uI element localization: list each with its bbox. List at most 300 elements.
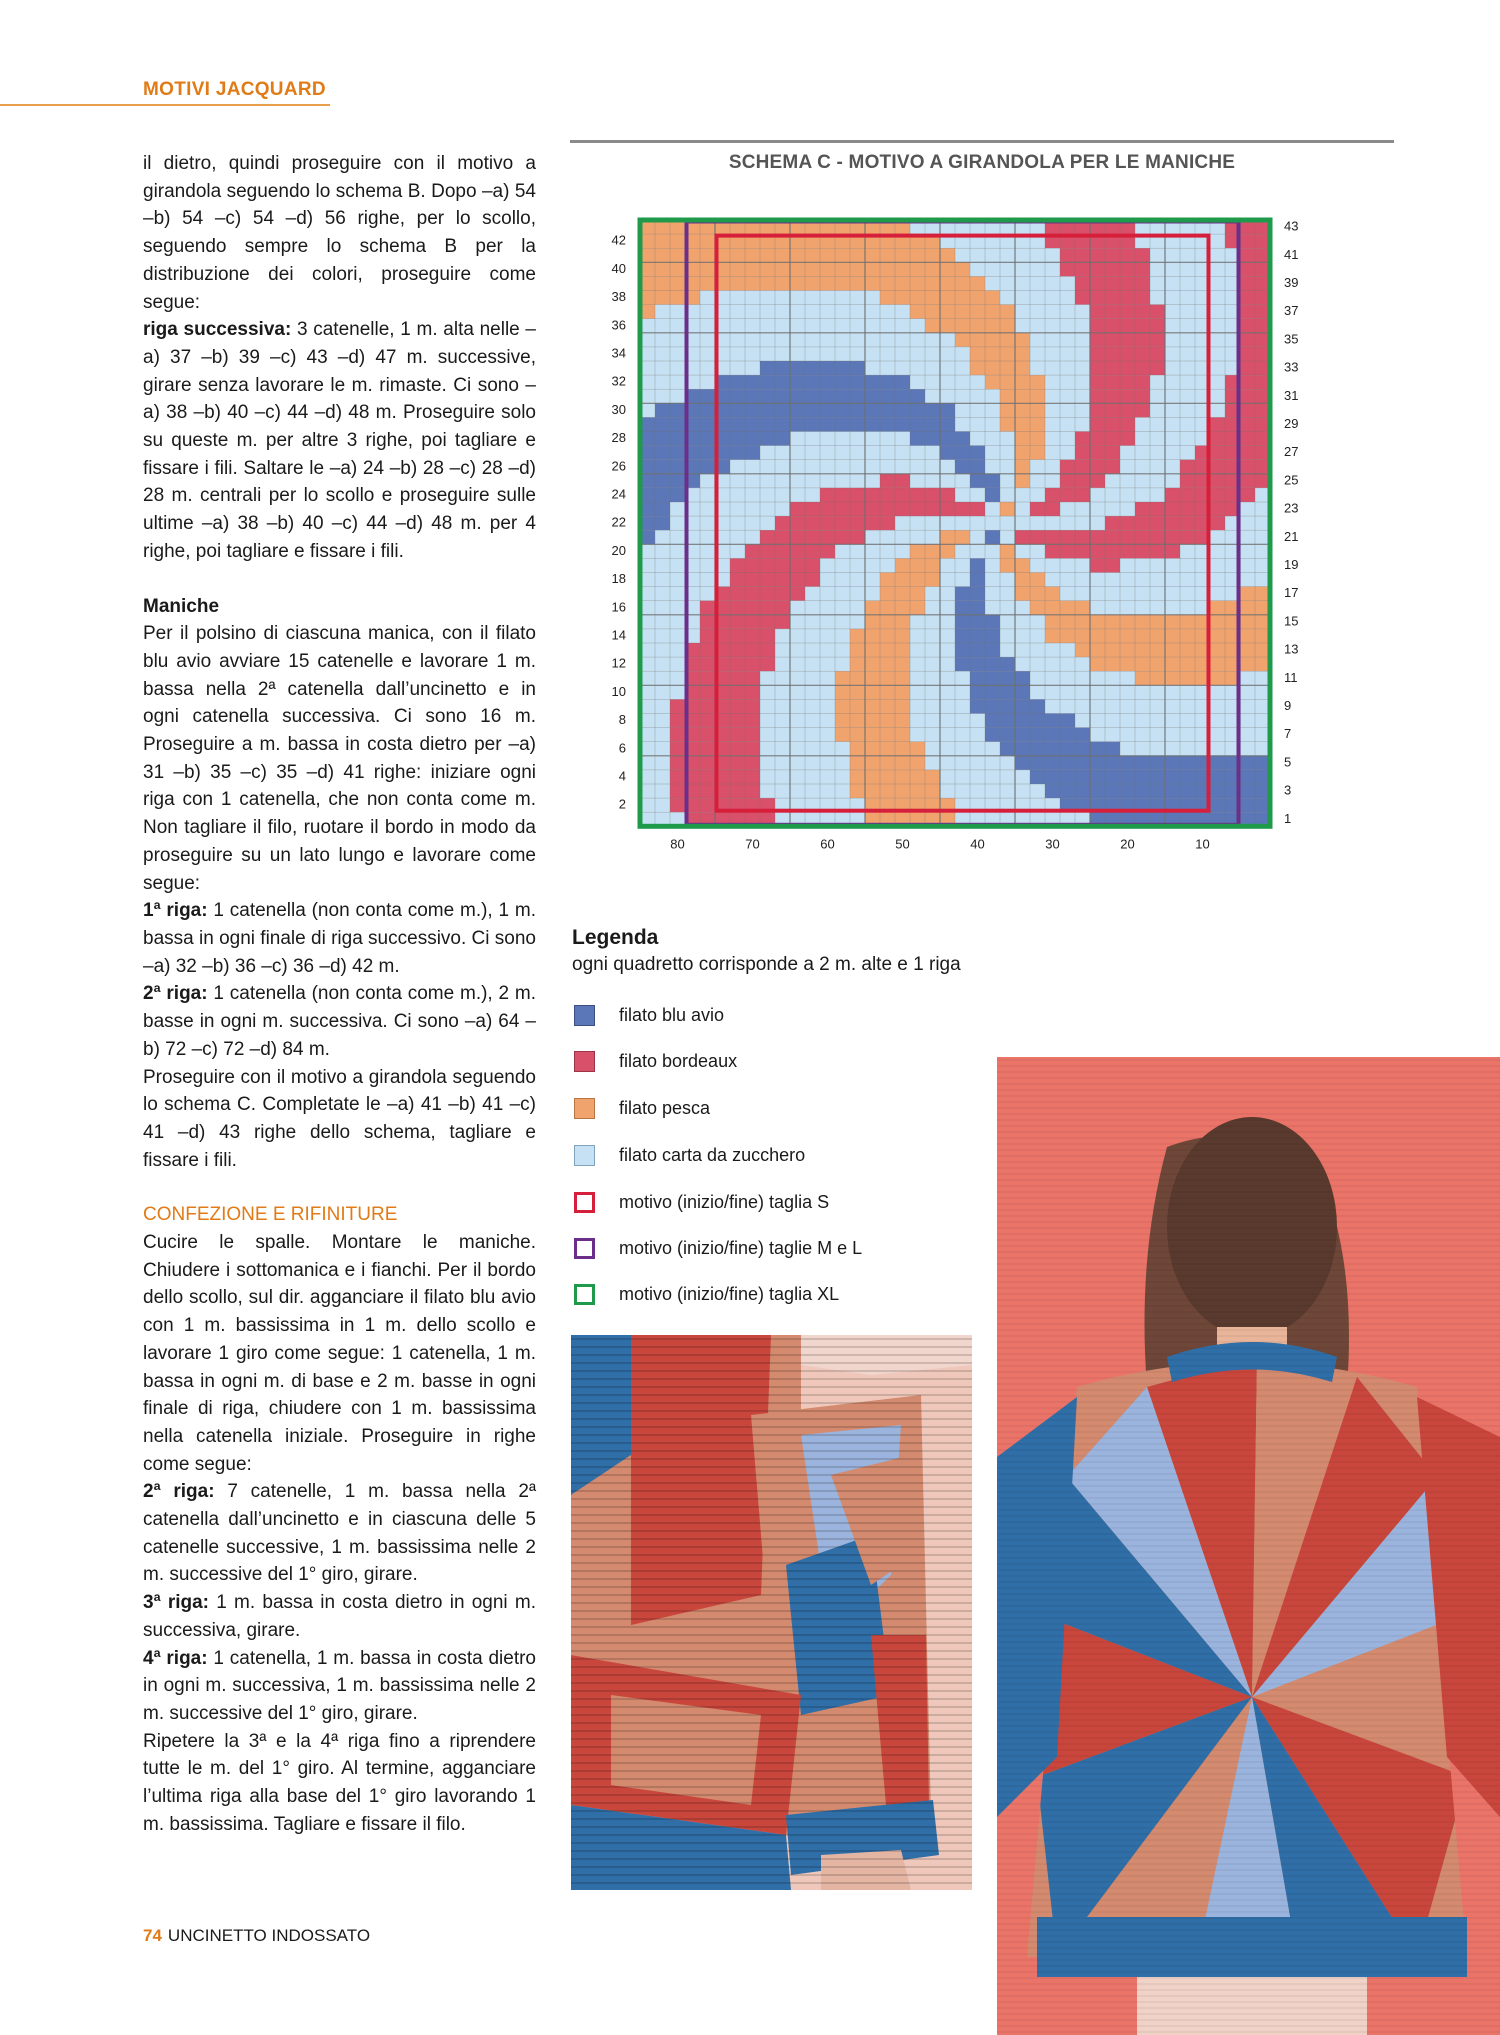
chart-cell <box>925 728 940 742</box>
chart-cell <box>1240 474 1255 488</box>
chart-cell <box>1000 657 1015 671</box>
chart-cell <box>1075 446 1090 460</box>
chart-cell <box>1075 544 1090 558</box>
chart-cell <box>1060 742 1075 756</box>
chart-cell <box>1030 615 1045 629</box>
chart-cell <box>835 742 850 756</box>
chart-cell <box>970 587 985 601</box>
chart-cell <box>820 685 835 699</box>
chart-cell <box>1210 389 1225 403</box>
chart-cell <box>1135 488 1150 502</box>
chart-cell <box>850 671 865 685</box>
chart-cell <box>745 601 760 615</box>
chart-cell <box>820 573 835 587</box>
chart-cell <box>1060 446 1075 460</box>
chart-cell <box>1210 375 1225 389</box>
chart-cell <box>850 544 865 558</box>
chart-cell <box>700 756 715 770</box>
chart-cell <box>1165 544 1180 558</box>
chart-cell <box>1060 262 1075 276</box>
chart-cell <box>1000 502 1015 516</box>
chart-cell <box>970 544 985 558</box>
chart-cell <box>1075 629 1090 643</box>
chart-cell <box>730 474 745 488</box>
chart-cell <box>1015 389 1030 403</box>
chart-cell <box>700 488 715 502</box>
chart-cell <box>805 361 820 375</box>
chart-cell <box>865 361 880 375</box>
chart-cell <box>955 728 970 742</box>
chart-cell <box>670 714 685 728</box>
chart-cell <box>835 291 850 305</box>
chart-cell <box>655 502 670 516</box>
chart-cell <box>1000 530 1015 544</box>
chart-cell <box>895 361 910 375</box>
chart-cell <box>970 262 985 276</box>
chart-cell <box>1000 347 1015 361</box>
chart-cell <box>760 643 775 657</box>
chart-cell <box>1180 333 1195 347</box>
chart-cell <box>1105 784 1120 798</box>
chart-cell <box>940 657 955 671</box>
chart-cell <box>1090 615 1105 629</box>
chart-cell <box>745 685 760 699</box>
chart-cell <box>1120 347 1135 361</box>
chart-cell <box>745 643 760 657</box>
chart-cell <box>700 784 715 798</box>
chart-cell <box>985 319 1000 333</box>
chart-cell <box>1075 587 1090 601</box>
chart-cell <box>970 714 985 728</box>
chart-cell <box>670 234 685 248</box>
chart-cell <box>670 389 685 403</box>
chart-cell <box>1075 432 1090 446</box>
chart-cell <box>655 347 670 361</box>
chart-cell <box>1240 319 1255 333</box>
chart-cell <box>655 474 670 488</box>
chart-cell <box>1120 699 1135 713</box>
chart-cell <box>1210 488 1225 502</box>
chart-cell <box>790 615 805 629</box>
chart-cell <box>655 657 670 671</box>
chart-cell <box>1060 474 1075 488</box>
chart-cell <box>805 615 820 629</box>
chart-cell <box>820 671 835 685</box>
chart-cell <box>700 403 715 417</box>
chart-cell <box>1165 474 1180 488</box>
chart-cell <box>760 516 775 530</box>
chart-cell <box>1075 516 1090 530</box>
column-label: 50 <box>895 836 910 852</box>
chart-cell <box>835 389 850 403</box>
chart-cell <box>1105 756 1120 770</box>
column-label: 80 <box>670 836 685 852</box>
chart-cell <box>835 714 850 728</box>
row-label-right: 7 <box>1284 726 1292 742</box>
chart-cell <box>745 728 760 742</box>
chart-cell <box>940 248 955 262</box>
chart-cell <box>820 488 835 502</box>
chart-cell <box>1180 601 1195 615</box>
chart-cell <box>655 460 670 474</box>
chart-cell <box>670 403 685 417</box>
chart-cell <box>1150 587 1165 601</box>
chart-cell <box>700 770 715 784</box>
chart-cell <box>895 291 910 305</box>
chart-cell <box>1180 516 1195 530</box>
chart-cell <box>805 319 820 333</box>
chart-cell <box>940 714 955 728</box>
chart-cell <box>1000 291 1015 305</box>
chart-cell <box>910 516 925 530</box>
chart-cell <box>745 347 760 361</box>
chart-cell <box>1180 248 1195 262</box>
legend-label-taglie-m-l: motivo (inizio/fine) taglie M e L <box>619 1237 863 1258</box>
chart-cell <box>1000 460 1015 474</box>
chart-cell <box>850 248 865 262</box>
chart-cell <box>1240 784 1255 798</box>
chart-cell <box>655 488 670 502</box>
chart-cell <box>940 643 955 657</box>
chart-cell <box>1075 728 1090 742</box>
chart-cell <box>910 643 925 657</box>
chart-cell <box>1030 403 1045 417</box>
chart-cell <box>820 643 835 657</box>
chart-cell <box>1135 347 1150 361</box>
chart-cell <box>955 460 970 474</box>
chart-cell <box>1045 403 1060 417</box>
chart-cell <box>1180 291 1195 305</box>
chart-cell <box>655 770 670 784</box>
chart-cell <box>895 629 910 643</box>
chart-cell <box>700 530 715 544</box>
chart-cell <box>880 714 895 728</box>
chart-cell <box>850 417 865 431</box>
chart-cell <box>865 403 880 417</box>
chart-cell <box>925 291 940 305</box>
chart-cell <box>655 389 670 403</box>
chart-cell <box>760 671 775 685</box>
chart-cell <box>1135 629 1150 643</box>
chart-cell <box>790 319 805 333</box>
chart-cell <box>745 417 760 431</box>
chart-cell <box>1180 361 1195 375</box>
chart-cell <box>1165 558 1180 572</box>
chart-cell <box>1090 699 1105 713</box>
chart-cell <box>655 361 670 375</box>
chart-cell <box>775 756 790 770</box>
chart-cell <box>655 262 670 276</box>
chart-cell <box>775 742 790 756</box>
chart-cell <box>1180 587 1195 601</box>
chart-cell <box>700 643 715 657</box>
chart-cell <box>700 474 715 488</box>
chart-cell <box>1015 629 1030 643</box>
chart-cell <box>970 333 985 347</box>
chart-cell <box>820 502 835 516</box>
chart-cell <box>955 544 970 558</box>
chart-cell <box>820 770 835 784</box>
chart-cell <box>880 417 895 431</box>
chart-cell <box>880 601 895 615</box>
chart-cell <box>1060 319 1075 333</box>
legend-label-taglia-s: motivo (inizio/fine) taglia S <box>619 1191 830 1212</box>
chart-cell <box>1105 728 1120 742</box>
chart-cell <box>1030 770 1045 784</box>
chart-cell <box>1075 305 1090 319</box>
chart-cell <box>880 319 895 333</box>
chart-cell <box>895 319 910 333</box>
chart-cell <box>1210 276 1225 290</box>
chart-cell <box>700 361 715 375</box>
chart-cell <box>1060 291 1075 305</box>
chart-cell <box>1240 699 1255 713</box>
chart-cell <box>880 728 895 742</box>
chart-cell <box>1240 770 1255 784</box>
paragraph-c-final: Ripetere la 3ª e la 4ª riga fino a riprendere tutte le m. del 1° giro. Al termine, agganciare l’ultima riga alla base del 1° giro lavorando 1 m. bassissima. Tagliare e fissare il filo. <box>143 1730 536 1835</box>
chart-cell <box>790 770 805 784</box>
chart-cell <box>1015 756 1030 770</box>
chart-cell <box>790 544 805 558</box>
c-riga-2-text: 7 catenelle, 1 m. bassa nella 2ª catenella dall’uncinetto e in ciascuna delle 5 catenelle successive, 1 m. bassissima nelle 2 m. successive del 1° giro, girare. <box>143 1481 536 1586</box>
chart-cell <box>670 558 685 572</box>
row-label-left: 16 <box>611 599 626 615</box>
chart-cell <box>700 319 715 333</box>
chart-cell <box>1075 333 1090 347</box>
chart-cell <box>955 587 970 601</box>
chart-cell <box>1075 417 1090 431</box>
chart-cell <box>1075 361 1090 375</box>
chart-cell <box>1120 361 1135 375</box>
chart-cell <box>1000 742 1015 756</box>
chart-cell <box>1210 615 1225 629</box>
chart-cell <box>1210 446 1225 460</box>
chart-cell <box>1030 305 1045 319</box>
chart-cell <box>775 516 790 530</box>
chart-cell <box>1030 262 1045 276</box>
chart-cell <box>1150 685 1165 699</box>
chart-cell <box>670 798 685 812</box>
column-label: 10 <box>1195 836 1210 852</box>
chart-cell <box>1135 403 1150 417</box>
chart-cell <box>1090 417 1105 431</box>
column-label: 60 <box>820 836 835 852</box>
chart-cell <box>880 587 895 601</box>
chart-cell <box>865 728 880 742</box>
chart-cell <box>1015 417 1030 431</box>
row-label-left: 20 <box>611 542 626 558</box>
chart-cell <box>970 305 985 319</box>
chart-cell <box>1090 685 1105 699</box>
chart-cell <box>790 460 805 474</box>
chart-cell <box>1210 460 1225 474</box>
chart-cell <box>775 305 790 319</box>
chart-cell <box>730 629 745 643</box>
chart-cell <box>1030 587 1045 601</box>
chart-cell <box>1180 615 1195 629</box>
chart-cell <box>775 643 790 657</box>
chart-cell <box>790 502 805 516</box>
chart-cell <box>820 446 835 460</box>
chart-cell <box>1030 432 1045 446</box>
chart-cell <box>1015 685 1030 699</box>
chart-cell <box>1210 784 1225 798</box>
chart-cell <box>910 474 925 488</box>
chart-cell <box>910 699 925 713</box>
chart-cell <box>700 798 715 812</box>
chart-cell <box>805 742 820 756</box>
chart-cell <box>700 234 715 248</box>
chart-cell <box>805 699 820 713</box>
chart-cell <box>1015 714 1030 728</box>
chart-cell <box>940 728 955 742</box>
chart-cell <box>850 714 865 728</box>
chart-cell <box>1120 319 1135 333</box>
chart-cell <box>1105 375 1120 389</box>
chart-cell <box>730 502 745 516</box>
chart-cell <box>835 587 850 601</box>
chart-cell <box>1015 770 1030 784</box>
chart-cell <box>835 544 850 558</box>
chart-cell <box>910 530 925 544</box>
chart-cell <box>880 643 895 657</box>
chart-cell <box>700 276 715 290</box>
chart-cell <box>1240 361 1255 375</box>
chart-cell <box>985 544 1000 558</box>
chart-cell <box>1210 262 1225 276</box>
chart-cell <box>790 530 805 544</box>
chart-cell <box>835 403 850 417</box>
chart-cell <box>775 530 790 544</box>
riga-2-label: 2ª riga: <box>143 983 208 1005</box>
paragraph-maniche-schema: Proseguire con il motivo a girandola seguendo lo schema C. Completate le –a) 41 –b) 41 –c) 41 –d) 43 righe dello schema, tagliare e fissare i fili. <box>143 1066 536 1171</box>
chart-cell <box>700 262 715 276</box>
chart-cell <box>1015 460 1030 474</box>
chart-cell <box>970 643 985 657</box>
chart-cell <box>1180 347 1195 361</box>
chart-cell <box>940 460 955 474</box>
chart-cell <box>850 432 865 446</box>
chart-cell <box>940 699 955 713</box>
chart-cell <box>1150 714 1165 728</box>
chart-cell <box>805 403 820 417</box>
chart-cell <box>955 573 970 587</box>
chart-cell <box>1105 516 1120 530</box>
chart-cell <box>760 389 775 403</box>
chart-cell <box>1015 671 1030 685</box>
chart-cell <box>1090 756 1105 770</box>
chart-cell <box>1240 516 1255 530</box>
chart-cell <box>895 657 910 671</box>
chart-cell <box>745 502 760 516</box>
chart-cell <box>835 643 850 657</box>
chart-cell <box>940 587 955 601</box>
chart-cell <box>850 347 865 361</box>
chart-cell <box>1030 347 1045 361</box>
chart-cell <box>1105 601 1120 615</box>
chart-cell <box>850 629 865 643</box>
chart-cell <box>1180 276 1195 290</box>
chart-cell <box>655 643 670 657</box>
chart-cell <box>1180 403 1195 417</box>
chart-cell <box>670 587 685 601</box>
chart-cell <box>1210 728 1225 742</box>
chart-cell <box>940 601 955 615</box>
chart-cell <box>970 319 985 333</box>
chart-cell <box>1210 798 1225 812</box>
chart-cell <box>730 262 745 276</box>
chart-cell <box>1060 784 1075 798</box>
chart-cell <box>820 587 835 601</box>
chart-cell <box>1015 333 1030 347</box>
chart-cell <box>985 601 1000 615</box>
chart-cell <box>700 502 715 516</box>
chart-cell <box>985 784 1000 798</box>
chart-cell <box>1150 573 1165 587</box>
chart-cell <box>1210 587 1225 601</box>
chart-cell <box>985 375 1000 389</box>
chart-cell <box>1000 262 1015 276</box>
chart-cell <box>730 361 745 375</box>
legend-label-blu: filato blu avio <box>619 1004 725 1025</box>
chart-cell <box>835 502 850 516</box>
chart-cell <box>1045 601 1060 615</box>
chart-cell <box>775 276 790 290</box>
chart-cell <box>1165 347 1180 361</box>
chart-cell <box>850 276 865 290</box>
chart-cell <box>700 347 715 361</box>
chart-cell <box>745 587 760 601</box>
chart-cell <box>940 446 955 460</box>
chart-cell <box>730 291 745 305</box>
row-label-right: 39 <box>1284 274 1299 290</box>
chart-cell <box>880 488 895 502</box>
chart-cell <box>1165 389 1180 403</box>
chart-cell <box>910 347 925 361</box>
chart-cell <box>985 671 1000 685</box>
chart-cell <box>925 657 940 671</box>
chart-cell <box>655 798 670 812</box>
chart-cell <box>655 333 670 347</box>
chart-cell <box>820 262 835 276</box>
chart-cell <box>1090 516 1105 530</box>
chart-cell <box>790 699 805 713</box>
chart-cell <box>1060 573 1075 587</box>
chart-cell <box>1090 460 1105 474</box>
chart-cell <box>1150 756 1165 770</box>
chart-cell <box>670 488 685 502</box>
chart-cell <box>1000 671 1015 685</box>
chart-cell <box>955 432 970 446</box>
chart-cell <box>910 502 925 516</box>
chart-cell <box>985 446 1000 460</box>
chart-cell <box>1060 361 1075 375</box>
chart-cell <box>1150 446 1165 460</box>
chart-cell <box>805 685 820 699</box>
chart-cell <box>865 756 880 770</box>
chart-cell <box>910 671 925 685</box>
chart-cell <box>1210 248 1225 262</box>
chart-cell <box>1015 305 1030 319</box>
page-footer <box>143 1926 370 1946</box>
chart-cell <box>895 248 910 262</box>
chart-cell <box>955 516 970 530</box>
chart-cell <box>955 770 970 784</box>
column-label: 70 <box>745 836 760 852</box>
chart-cell <box>940 685 955 699</box>
chart-cell <box>760 587 775 601</box>
chart-cell <box>1165 417 1180 431</box>
